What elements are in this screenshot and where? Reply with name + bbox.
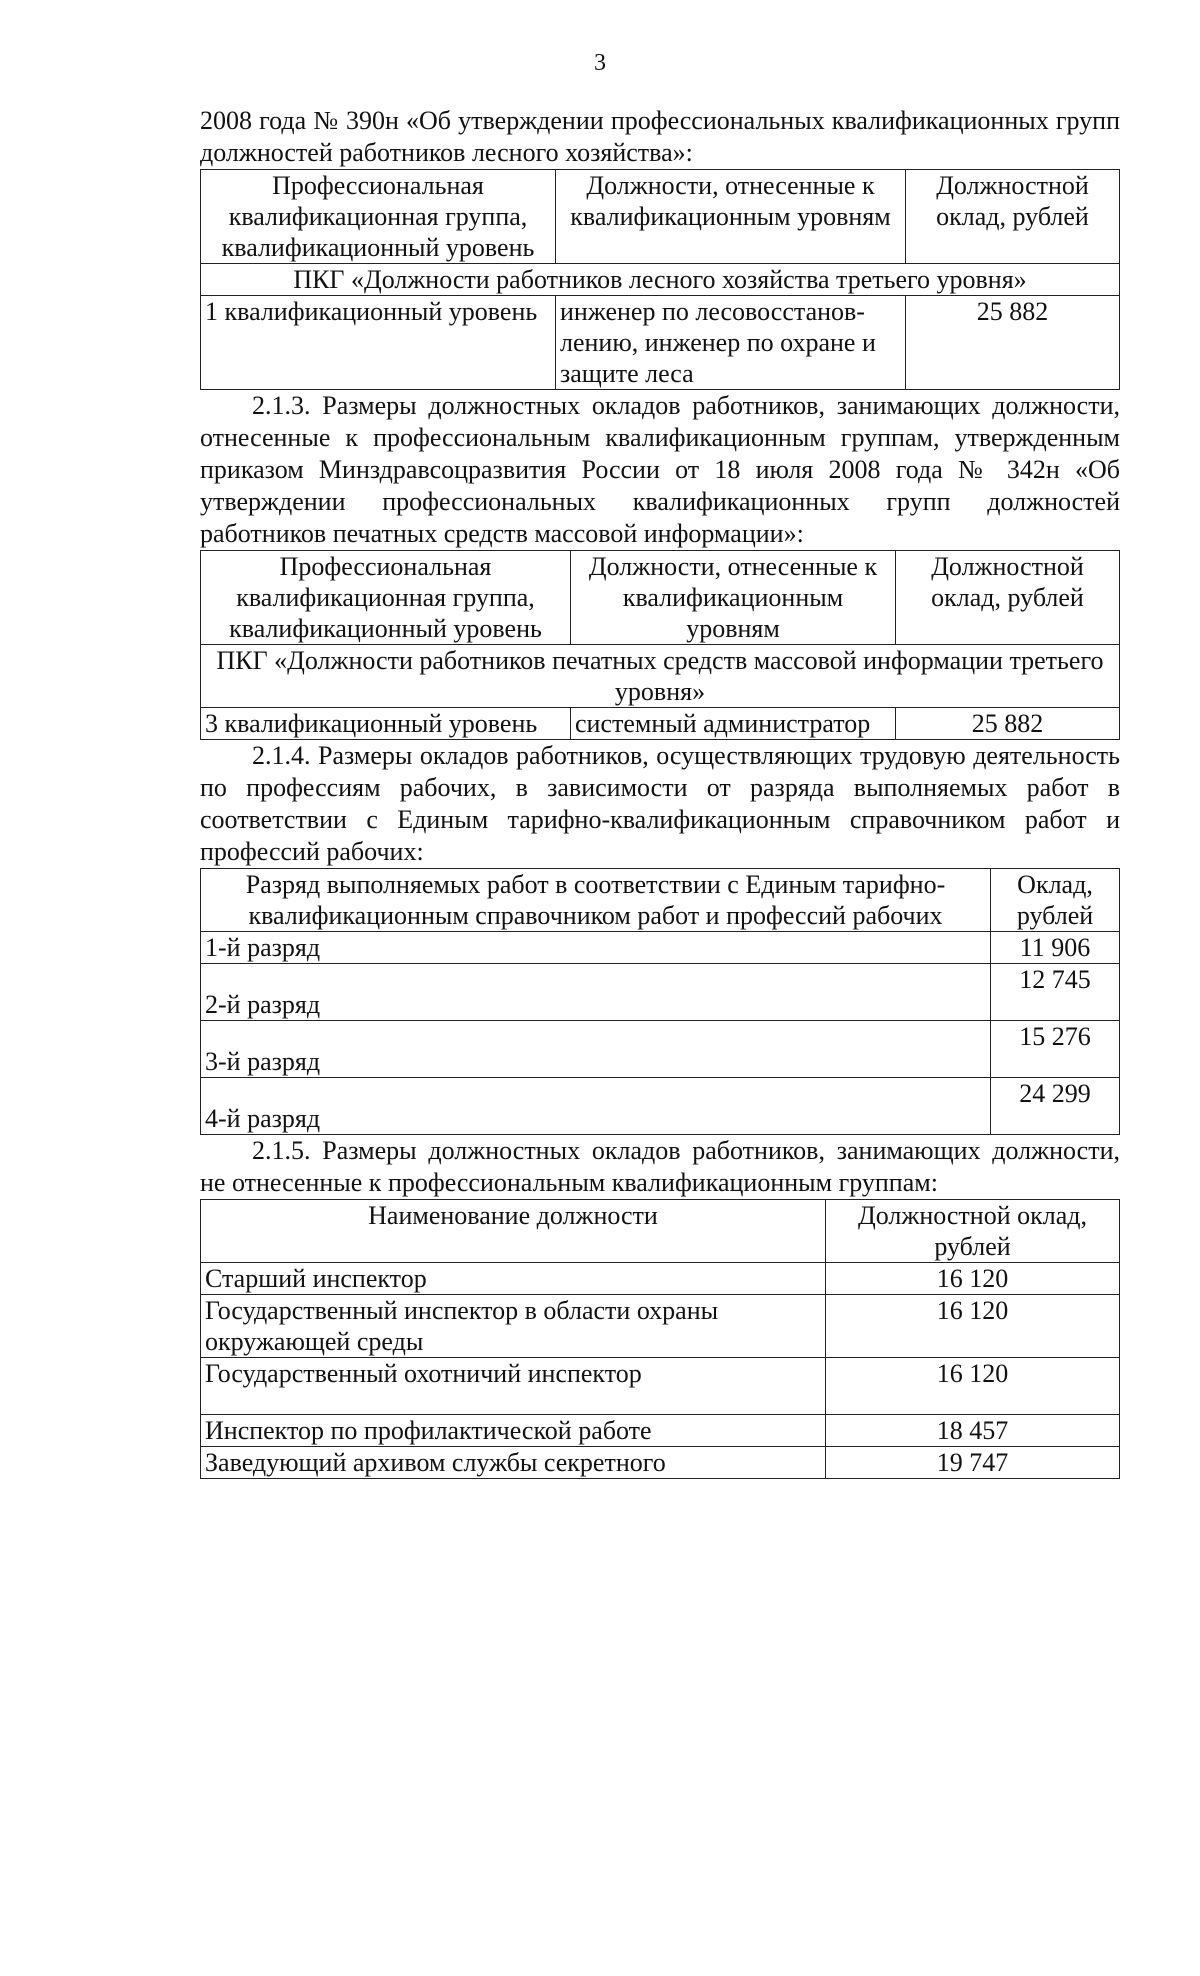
- salary-cell: 15 276: [991, 1021, 1120, 1078]
- grade-cell: 2-й разряд: [201, 964, 991, 1021]
- table-row: [201, 1415, 1120, 1447]
- worker-grade-salary-table: [200, 868, 1120, 1135]
- salary-cell: 16 120: [826, 1295, 1120, 1358]
- table-row: [201, 1358, 1120, 1415]
- table-header-row: [201, 551, 1120, 645]
- header-salary: Оклад, рублей: [991, 869, 1120, 932]
- section-2-1-5: 2.1.5. Размеры должностных окладов работников, занимающих должности, не отнесенные к профессиональным квалификационным группам:: [200, 1136, 1120, 1197]
- salary-cell: 18 457: [826, 1415, 1120, 1447]
- level-cell: 1 квалификационный уровень: [201, 296, 556, 390]
- non-group-positions-table: [200, 1199, 1120, 1479]
- table-header-row: [201, 170, 1120, 264]
- document-body: [200, 105, 1120, 1479]
- header-grade: Разряд выполняемых работ в соответствии с Единым тарифно-квалификационным справочником работ и профессий рабочих: [201, 869, 991, 932]
- grade-cell: 1-й разряд: [201, 932, 991, 964]
- table-group-row: [201, 264, 1120, 296]
- header-positions: Должности, отнесенные к квалификационным уровням: [571, 551, 896, 645]
- table-row: [201, 1078, 1120, 1135]
- group-title: ПКГ «Должности работников печатных средств массовой информации третьего уровня»: [201, 645, 1120, 708]
- salary-cell: 19 747: [826, 1447, 1120, 1479]
- table-row: [201, 296, 1120, 390]
- section-2-1-4: 2.1.4. Размеры окладов работников, осуществляющих трудовую деятельность по профессиям рабочих, в зависимости от разряда выполняемых работ в соответствии с Единым тарифно-квалификационным справочником работ и профессий рабочих:: [200, 741, 1120, 866]
- table-row: [201, 1263, 1120, 1295]
- header-salary: Должностной оклад, рублей: [906, 170, 1120, 264]
- table-row: [201, 708, 1120, 740]
- table-header-row: [201, 1200, 1120, 1263]
- salary-cell: 11 906: [991, 932, 1120, 964]
- position-cell: Государственный охотничий инспектор: [201, 1358, 826, 1415]
- intro-paragraph: 2008 года № 390н «Об утверждении профессиональных квалификационных групп должностей работников лесного хозяйства»:: [200, 106, 1120, 167]
- positions-cell: системный администратор: [571, 708, 896, 740]
- table-group-row: [201, 645, 1120, 708]
- table-row: [201, 1295, 1120, 1358]
- table-row: [201, 1021, 1120, 1078]
- header-salary: Должностной оклад, рублей: [826, 1200, 1120, 1263]
- position-cell: Заведующий архивом службы секретного: [201, 1447, 826, 1479]
- header-group-level: Профессиональная квалификационная группа, квалификационный уровень: [201, 551, 571, 645]
- press-media-salary-table: [200, 550, 1120, 740]
- salary-cell: 25 882: [906, 296, 1120, 390]
- salary-cell: 16 120: [826, 1358, 1120, 1415]
- header-group-level: Профессиональная квалификационная группа, квалификационный уровень: [201, 170, 556, 264]
- section-2-1-3: 2.1.3. Размеры должностных окладов работников, занимающих должности, отнесенные к профессиональным квалификационным группам, утвержденным приказом Минздравсоцразвития России от 18 июля 2008 года № 342н «Об утверждении профессиональных квалификационных групп должностей работников печатных средств массовой информации»:: [200, 391, 1120, 548]
- forestry-salary-table: [200, 169, 1120, 390]
- salary-cell: 12 745: [991, 964, 1120, 1021]
- position-cell: Инспектор по профилактической работе: [201, 1415, 826, 1447]
- table-row: [201, 932, 1120, 964]
- level-cell: 3 квалификационный уровень: [201, 708, 571, 740]
- header-salary: Должностной оклад, рублей: [896, 551, 1120, 645]
- page-number: 3: [594, 50, 606, 76]
- header-position-name: Наименование должности: [201, 1200, 826, 1263]
- group-title: ПКГ «Должности работников лесного хозяйства третьего уровня»: [201, 264, 1120, 296]
- grade-cell: 3-й разряд: [201, 1021, 991, 1078]
- positions-cell: инженер по лесовосстанов-лению, инженер по охране и защите леса: [556, 296, 906, 390]
- table-row: [201, 1447, 1120, 1479]
- grade-cell: 4-й разряд: [201, 1078, 991, 1135]
- position-cell: Государственный инспектор в области охраны окружающей среды: [201, 1295, 826, 1358]
- header-positions: Должности, отнесенные к квалификационным уровням: [556, 170, 906, 264]
- salary-cell: 25 882: [896, 708, 1120, 740]
- salary-cell: 16 120: [826, 1263, 1120, 1295]
- table-row: [201, 964, 1120, 1021]
- position-cell: Старший инспектор: [201, 1263, 826, 1295]
- table-header-row: [201, 869, 1120, 932]
- salary-cell: 24 299: [991, 1078, 1120, 1135]
